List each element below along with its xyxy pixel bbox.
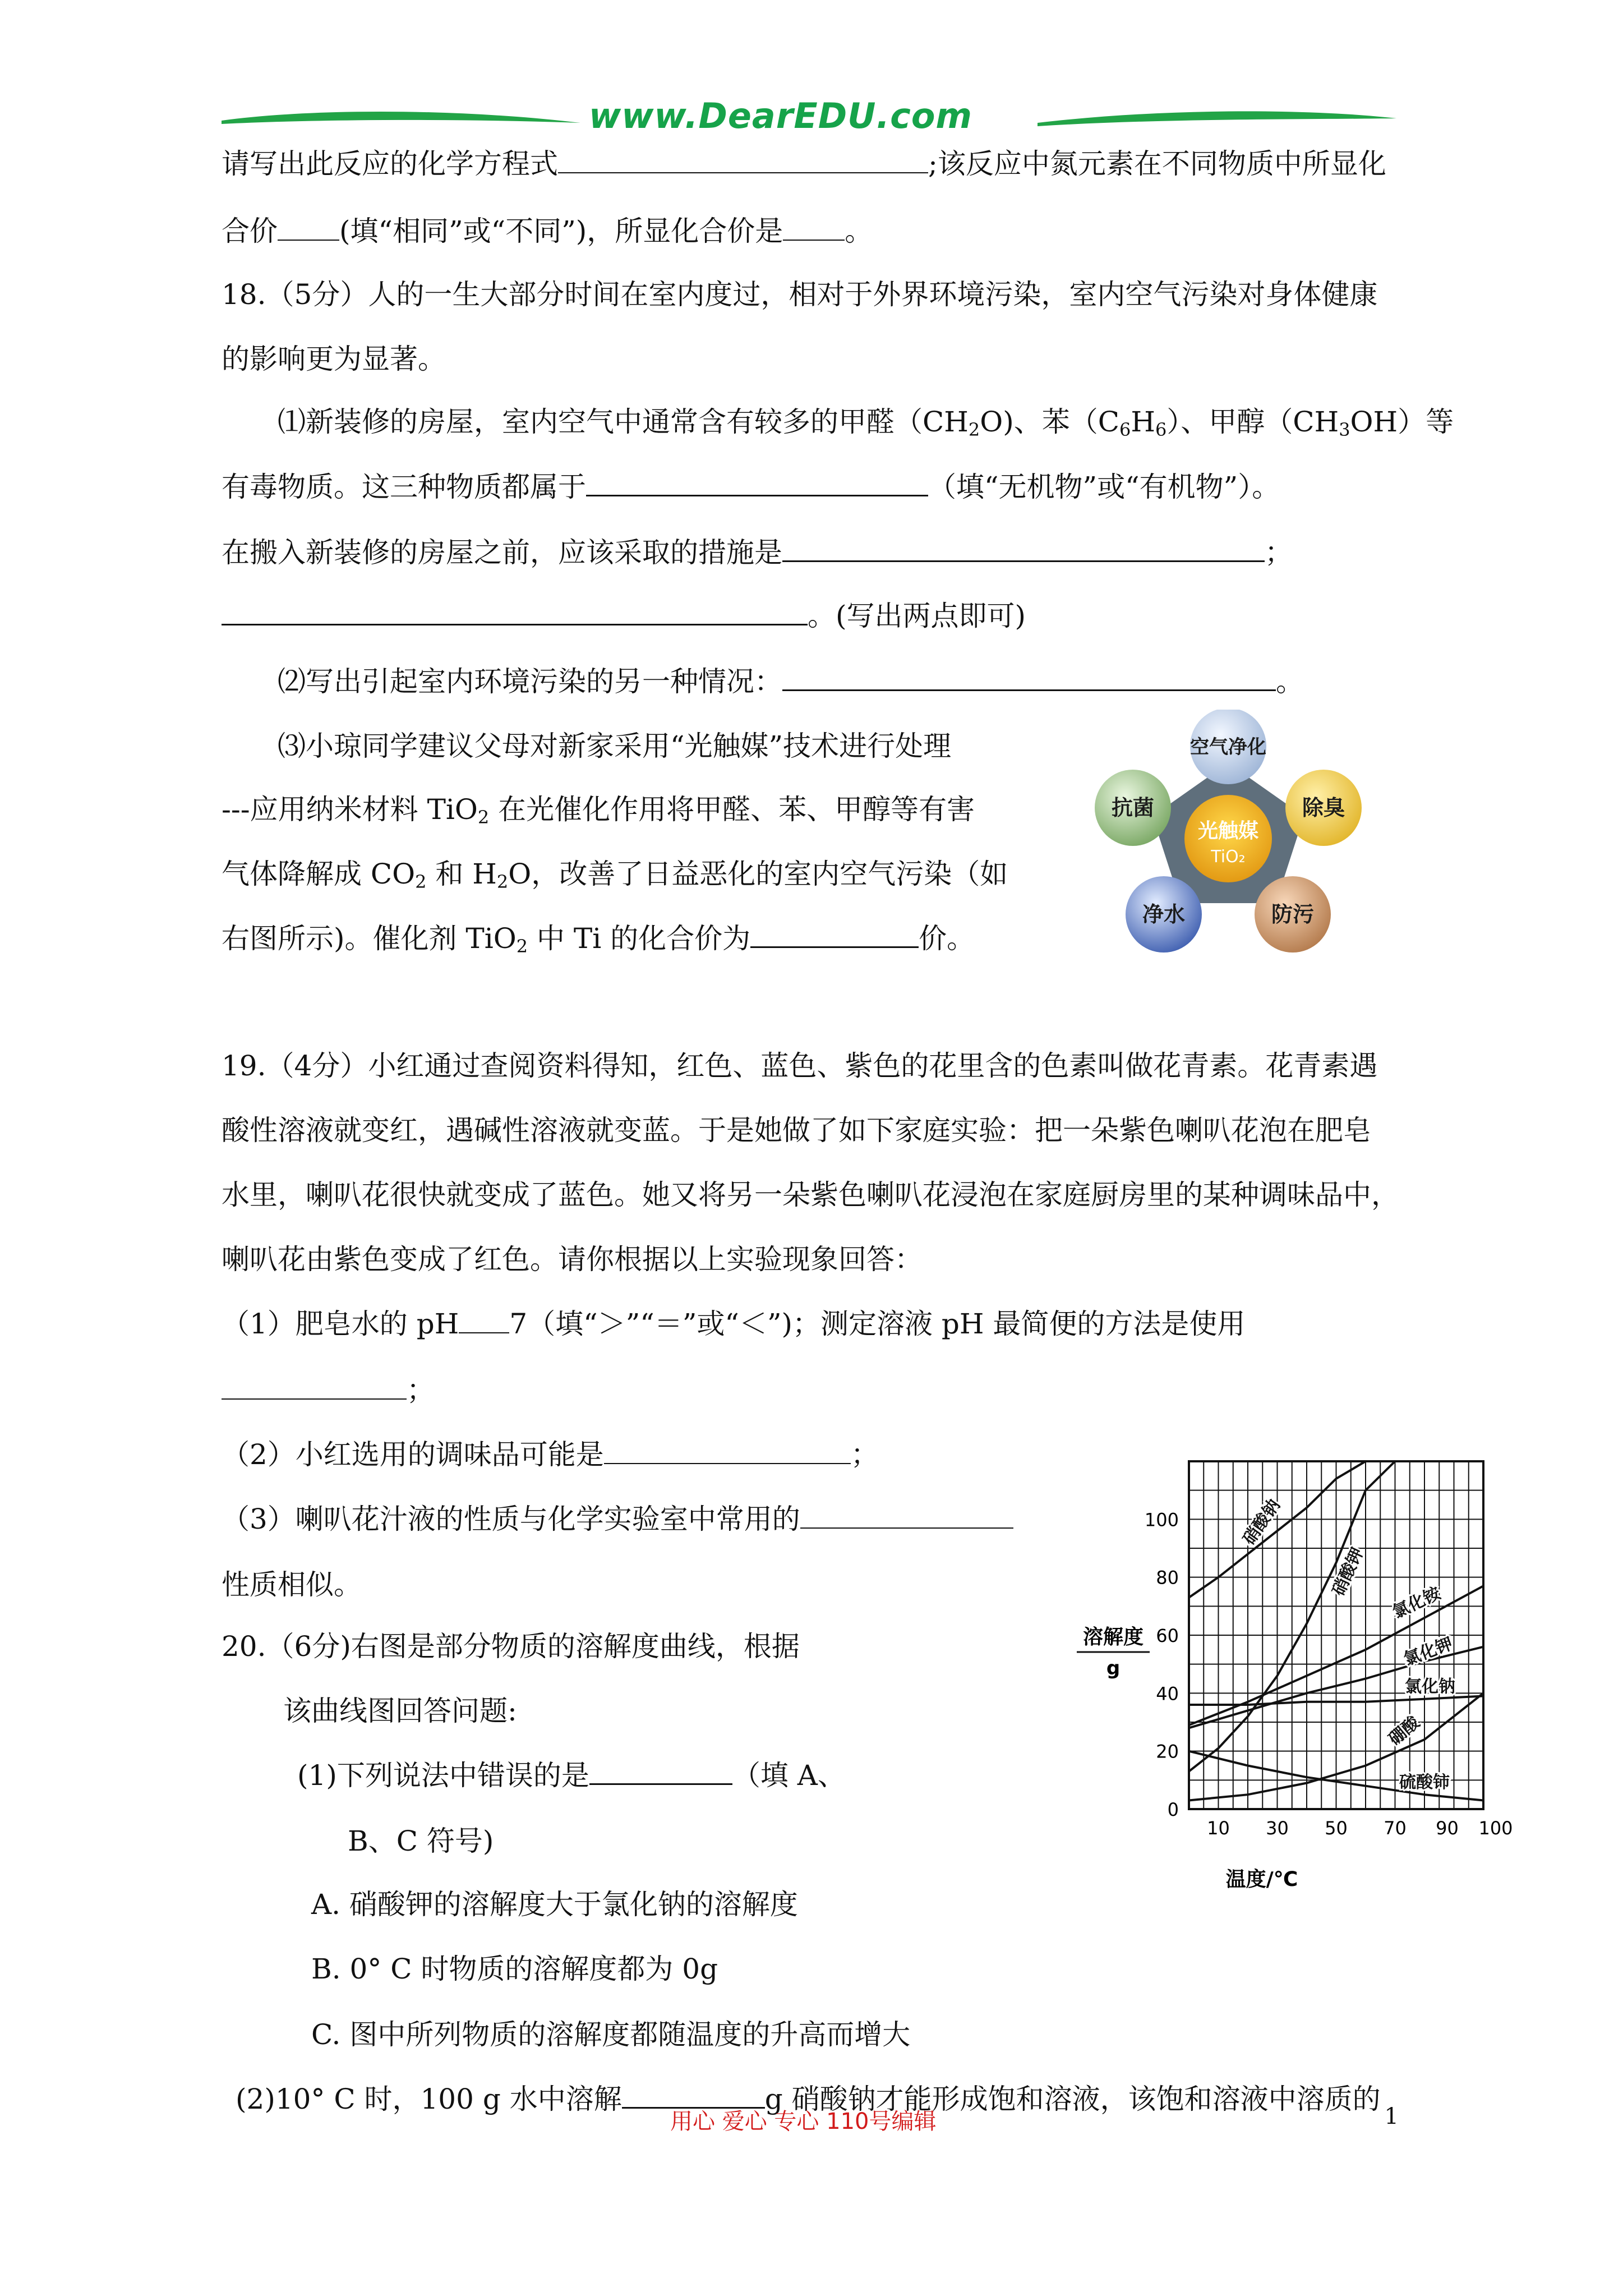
answer-blank[interactable]: [459, 1308, 509, 1333]
y-tick-label: 0: [1167, 1799, 1179, 1820]
subscript: 3: [1339, 419, 1350, 440]
label-antibacterial: 抗菌: [1111, 795, 1155, 820]
q18-text: 右图所示)。催化剂 TiO: [222, 922, 517, 955]
subscript: 2: [496, 871, 509, 892]
subscript: 2: [477, 807, 490, 828]
x-tick-label: 50: [1325, 1818, 1348, 1839]
q20-option-c: C. 图中所列物质的溶解度都随温度的升高而增大: [311, 2018, 911, 2051]
q19-text: （1）肥皂水的 pH: [222, 1308, 459, 1340]
header-swoosh-right: [1038, 104, 1396, 137]
q17-text: 。: [845, 215, 873, 247]
q19-line-9: 性质相似。: [222, 1568, 362, 1601]
answer-blank[interactable]: [222, 599, 808, 625]
answer-blank[interactable]: [586, 470, 928, 496]
q18-text: ⑴新装修的房屋，室内空气中通常含有较多的甲醛（CH: [278, 406, 969, 438]
q20-line-2: 该曲线图回答问题:: [283, 1695, 517, 1727]
q18-text: 有毒物质。这三种物质都属于: [222, 471, 586, 503]
q18-part1-line-3: [222, 536, 1293, 569]
q20-option-b: B. 0° C 时物质的溶解度都为 0g: [311, 1953, 718, 1985]
q19-line-5: [222, 1307, 1245, 1341]
q19-line-1: 19.（4分）小红通过查阅资料得知，红色、蓝色、紫色的花里含的色素叫做花青素。花青素遇: [222, 1050, 1378, 1082]
q20-option-a: A. 硝酸钾的溶解度大于氯化钠的溶解度: [311, 1888, 798, 1921]
q18-intro-1: 18.（5分）人的一生大部分时间在室内度过，相对于外界环境污染，室内空气污染对身体健康: [222, 278, 1378, 311]
series-label: 硝酸钠: [1239, 1496, 1284, 1549]
q19-line-2: 酸性溶液就变红，遇碱性溶液就变蓝。于是她做了如下家庭实验：把一朵紫色喇叭花泡在肥皂: [222, 1114, 1371, 1147]
q19-text: （3）喇叭花汁液的性质与化学实验室中常用的: [222, 1503, 800, 1535]
q19-line-6: [222, 1373, 435, 1407]
series-label: 硼酸: [1385, 1713, 1424, 1750]
q20-line-4: B、C 符号): [348, 1825, 494, 1857]
q18-part2: [278, 665, 1304, 698]
q18-text: O)、苯（C: [980, 406, 1119, 438]
y-tick-label: 60: [1156, 1625, 1179, 1646]
answer-blank[interactable]: [800, 1503, 1013, 1529]
y-tick-label: 80: [1156, 1567, 1179, 1589]
label-center: 光触媒: [1197, 820, 1259, 843]
q18-part1-line-2: [222, 470, 1280, 504]
q18-text: H: [1131, 406, 1155, 438]
header-swoosh-left: [222, 104, 580, 137]
q18-part1-line-4: [222, 599, 1026, 633]
page-number: 1: [1384, 2104, 1399, 2129]
label-air-purify: 空气净化: [1190, 736, 1266, 758]
subscript: 2: [516, 936, 528, 957]
subscript: 2: [968, 419, 980, 440]
q19-text: ；: [407, 1374, 435, 1406]
y-tick-label: 40: [1156, 1683, 1179, 1705]
q18-text: 在光催化作用将甲醛、苯、甲醇等有害: [489, 793, 975, 826]
answer-blank[interactable]: [782, 536, 1265, 562]
series-label: 硫酸铈: [1399, 1773, 1450, 1793]
q18-text: 和 H: [426, 858, 497, 890]
q20-text: （填 A、: [732, 1759, 846, 1792]
chart-grid: [1189, 1461, 1483, 1809]
q19-text: 7（填“＞”“＝”或“＜”)；测定溶液 pH 最简便的方法是使用: [509, 1308, 1246, 1340]
header-logo: www.DearEDU.com: [589, 95, 973, 136]
q18-part3-line-3: [222, 857, 1008, 899]
q18-text: O，改善了日益恶化的室内空气污染（如: [508, 858, 1008, 890]
q18-text: 价。: [919, 922, 975, 955]
label-deodorize: 除臭: [1302, 795, 1345, 820]
q18-text: 。(写出两点即可): [808, 600, 1026, 632]
q18-text: ---应用纳米材料 TiO: [222, 793, 478, 826]
q18-text: （填“无机物”或“有机物”）。: [928, 471, 1280, 503]
q20-line-1: 20.（6分)右图是部分物质的溶解度曲线，根据: [222, 1630, 800, 1663]
q18-text: ）、甲醇（CH: [1166, 406, 1339, 438]
answer-blank[interactable]: [589, 1759, 732, 1785]
x-tick-label: 10: [1207, 1818, 1230, 1839]
q19-line-8: [222, 1502, 1013, 1536]
q17-text: (填“相同”或“不同”)，所显化合价是: [339, 215, 783, 247]
series-label: 氯化钠: [1405, 1677, 1455, 1697]
chart-series-labels: [1239, 1496, 1455, 1793]
q18-text: ；: [1265, 536, 1293, 569]
chart-ticks: [1145, 1509, 1513, 1839]
q18-text: 在搬入新装修的房屋之前，应该采取的措施是: [222, 536, 782, 569]
y-axis-label: 溶解度: [1082, 1626, 1144, 1649]
label-antifouling: 防污: [1271, 902, 1315, 927]
answer-blank[interactable]: [558, 148, 928, 173]
q20-text: (1)下列说法中错误的是: [297, 1759, 589, 1792]
label-center-sub: TiO₂: [1211, 847, 1246, 867]
series-label: 氯化钾: [1401, 1634, 1456, 1670]
answer-blank[interactable]: [222, 1374, 407, 1400]
q19-line-4: 喇叭花由紫色变成了红色。请你根据以上实验现象回答：: [222, 1243, 923, 1276]
q19-text: （2）小红选用的调味品可能是: [222, 1438, 604, 1471]
q20-line-3: [297, 1759, 846, 1792]
q17-text: 合价: [222, 215, 278, 247]
q20-text: g 硝酸钠才能形成饱和溶液，该饱和溶液中溶质的: [764, 2083, 1381, 2115]
q18-text: 气体降解成 CO: [222, 858, 416, 890]
q18-text: 中 Ti 的化合价为: [528, 922, 751, 955]
x-axis-label: 温度/℃: [1225, 1868, 1298, 1891]
q18-intro-2: 的影响更为显著。: [222, 343, 446, 375]
solubility-chart: [1066, 1447, 1525, 1913]
q18-text: ⑵写出引起室内环境污染的另一种情况：: [278, 665, 782, 698]
answer-blank[interactable]: [604, 1438, 851, 1464]
answer-blank[interactable]: [782, 665, 1276, 691]
q19-line-7: [222, 1438, 879, 1471]
y-axis-unit: g: [1106, 1657, 1121, 1680]
photocatalyst-figure: [1088, 710, 1368, 962]
q17-text: 请写出此反应的化学方程式: [222, 148, 558, 180]
q17-text: ;该反应中氮元素在不同物质中所显化: [928, 148, 1386, 180]
q18-text: OH）等: [1350, 406, 1454, 438]
subscript: 6: [1155, 419, 1167, 440]
y-tick-label: 20: [1156, 1741, 1179, 1763]
q19-line-3: 水里，喇叭花很快就变成了蓝色。她又将另一朵紫色喇叭花浸泡在家庭厨房里的某种调味品中，: [222, 1179, 1399, 1211]
answer-blank[interactable]: [278, 215, 339, 241]
footer-note: 用心 爱心 专心 110号编辑: [670, 2109, 937, 2134]
x-tick-label: 90: [1436, 1818, 1459, 1839]
subscript: 6: [1119, 419, 1131, 440]
q18-part3-line-2: [222, 793, 975, 834]
x-tick-label: 100: [1478, 1818, 1513, 1839]
series-label: 氯化铵: [1389, 1583, 1444, 1623]
q18-part3-line-4: [222, 922, 975, 963]
series-label: 硝酸钾: [1329, 1544, 1368, 1599]
q17-line-2: [222, 214, 873, 248]
q20-text: (2)10° C 时，100 g 水中溶解: [236, 2083, 622, 2115]
y-tick-label: 100: [1144, 1509, 1179, 1531]
x-tick-label: 70: [1384, 1818, 1407, 1839]
q18-part1-line-1: [278, 405, 1454, 447]
subscript: 2: [415, 871, 427, 892]
q18-part3-line-1: ⑶小琼同学建议父母对新家采用“光触媒”技术进行处理: [278, 730, 952, 762]
x-tick-label: 30: [1266, 1818, 1289, 1839]
label-water-purify: 净水: [1142, 902, 1186, 927]
q17-line-1: [222, 147, 1386, 181]
q18-text: 。: [1276, 665, 1304, 698]
answer-blank[interactable]: [783, 215, 845, 241]
q19-text: ；: [850, 1438, 879, 1471]
answer-blank[interactable]: [750, 922, 919, 948]
